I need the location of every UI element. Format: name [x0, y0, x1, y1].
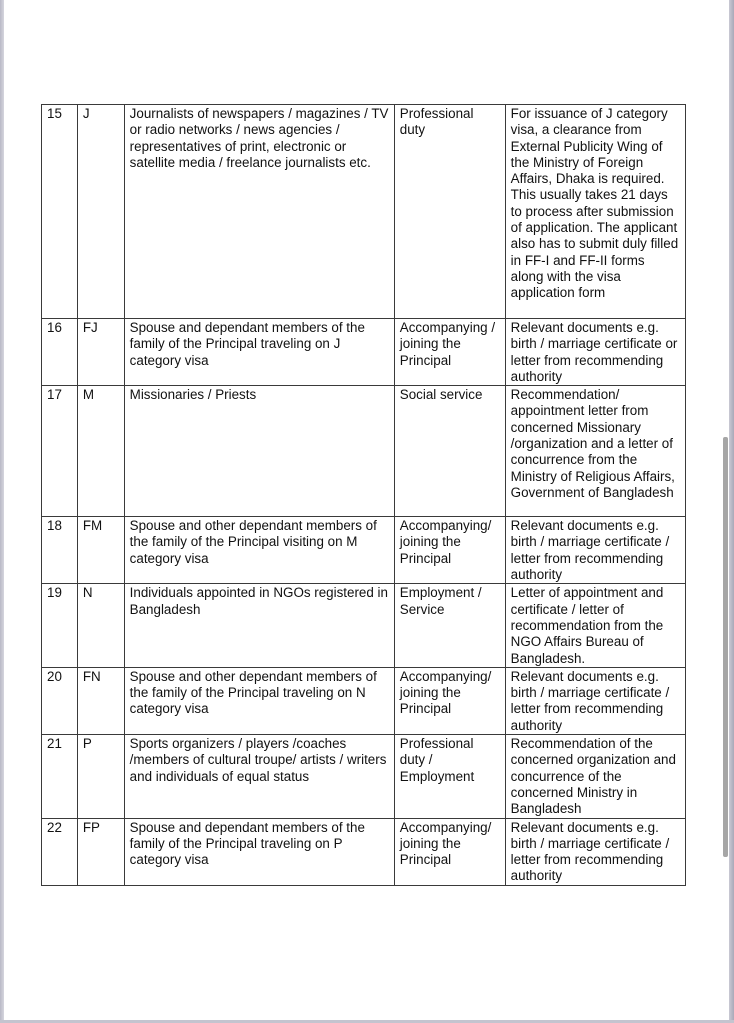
eligible-persons: Sports organizers / players /coaches /members of cultural troupe/ artists / writers and individuals of equal status	[124, 735, 394, 818]
required-documents: Relevant documents e.g. birth / marriage certificate / letter from recommending authority	[505, 517, 685, 584]
eligible-persons: Journalists of newspapers / magazines / TV or radio networks / news agencies / representatives of print, electronic or satellite media / freelance journalists etc.	[124, 105, 394, 319]
eligible-persons: Individuals appointed in NGOs registered in Bangladesh	[124, 584, 394, 667]
row-number: 18	[42, 517, 78, 584]
purpose-of-visit: Accompanying/ joining the Principal	[394, 517, 505, 584]
row-number: 21	[42, 735, 78, 818]
window-frame-right	[729, 0, 734, 1023]
purpose-of-visit: Accompanying/ joining the Principal	[394, 667, 505, 734]
purpose-of-visit: Accompanying/ joining the Principal	[394, 818, 505, 885]
required-documents: Relevant documents e.g. birth / marriage certificate / letter from recommending authority	[505, 818, 685, 885]
required-documents: Recommendation/ appointment letter from concerned Missionary /organization and a letter of concurrence from the Ministry of Religious Affairs, Government of Bangladesh	[505, 386, 685, 517]
required-documents: Relevant documents e.g. birth / marriage certificate or letter from recommending authority	[505, 319, 685, 386]
visa-code: P	[77, 735, 124, 818]
required-documents: Letter of appointment and certificate / letter of recommendation from the NGO Affairs Bureau of Bangladesh.	[505, 584, 685, 667]
visa-code: FP	[77, 818, 124, 885]
table-row	[42, 105, 686, 319]
visa-code: FJ	[77, 319, 124, 386]
row-number: 20	[42, 667, 78, 734]
table-row	[42, 735, 686, 818]
table-row	[42, 818, 686, 885]
eligible-persons: Spouse and dependant members of the family of the Principal traveling on J category visa	[124, 319, 394, 386]
eligible-persons: Spouse and other dependant members of the family of the Principal traveling on N category visa	[124, 667, 394, 734]
table-row	[42, 386, 686, 517]
row-number: 22	[42, 818, 78, 885]
window-frame-left	[0, 0, 4, 1023]
required-documents: Recommendation of the concerned organization and concurrence of the concerned Ministry in Bangladesh	[505, 735, 685, 818]
purpose-of-visit: Social service	[394, 386, 505, 517]
table-row	[42, 517, 686, 584]
eligible-persons: Spouse and other dependant members of the family of the Principal visiting on M category visa	[124, 517, 394, 584]
table-row	[42, 584, 686, 667]
required-documents: For issuance of J category visa, a clearance from External Publicity Wing of the Ministry of Foreign Affairs, Dhaka is required. This usually takes 21 days to process after submission of application. The applicant also has to submit duly filled in FF-I and FF-II forms along with the visa application form	[505, 105, 685, 319]
eligible-persons: Spouse and dependant members of the family of the Principal traveling on P category visa	[124, 818, 394, 885]
visa-code: J	[77, 105, 124, 319]
row-number: 16	[42, 319, 78, 386]
table-row	[42, 319, 686, 386]
row-number: 19	[42, 584, 78, 667]
required-documents: Relevant documents e.g. birth / marriage certificate / letter from recommending authority	[505, 667, 685, 734]
purpose-of-visit: Professional duty / Employment	[394, 735, 505, 818]
row-number: 15	[42, 105, 78, 319]
visa-category-table	[41, 104, 686, 886]
visa-code: M	[77, 386, 124, 517]
row-number: 17	[42, 386, 78, 517]
purpose-of-visit: Accompanying / joining the Principal	[394, 319, 505, 386]
eligible-persons: Missionaries / Priests	[124, 386, 394, 517]
purpose-of-visit: Employment / Service	[394, 584, 505, 667]
purpose-of-visit: Professional duty	[394, 105, 505, 319]
vertical-scrollbar-thumb[interactable]	[723, 437, 728, 857]
visa-code: FN	[77, 667, 124, 734]
visa-code: N	[77, 584, 124, 667]
table-row	[42, 667, 686, 734]
visa-code: FM	[77, 517, 124, 584]
